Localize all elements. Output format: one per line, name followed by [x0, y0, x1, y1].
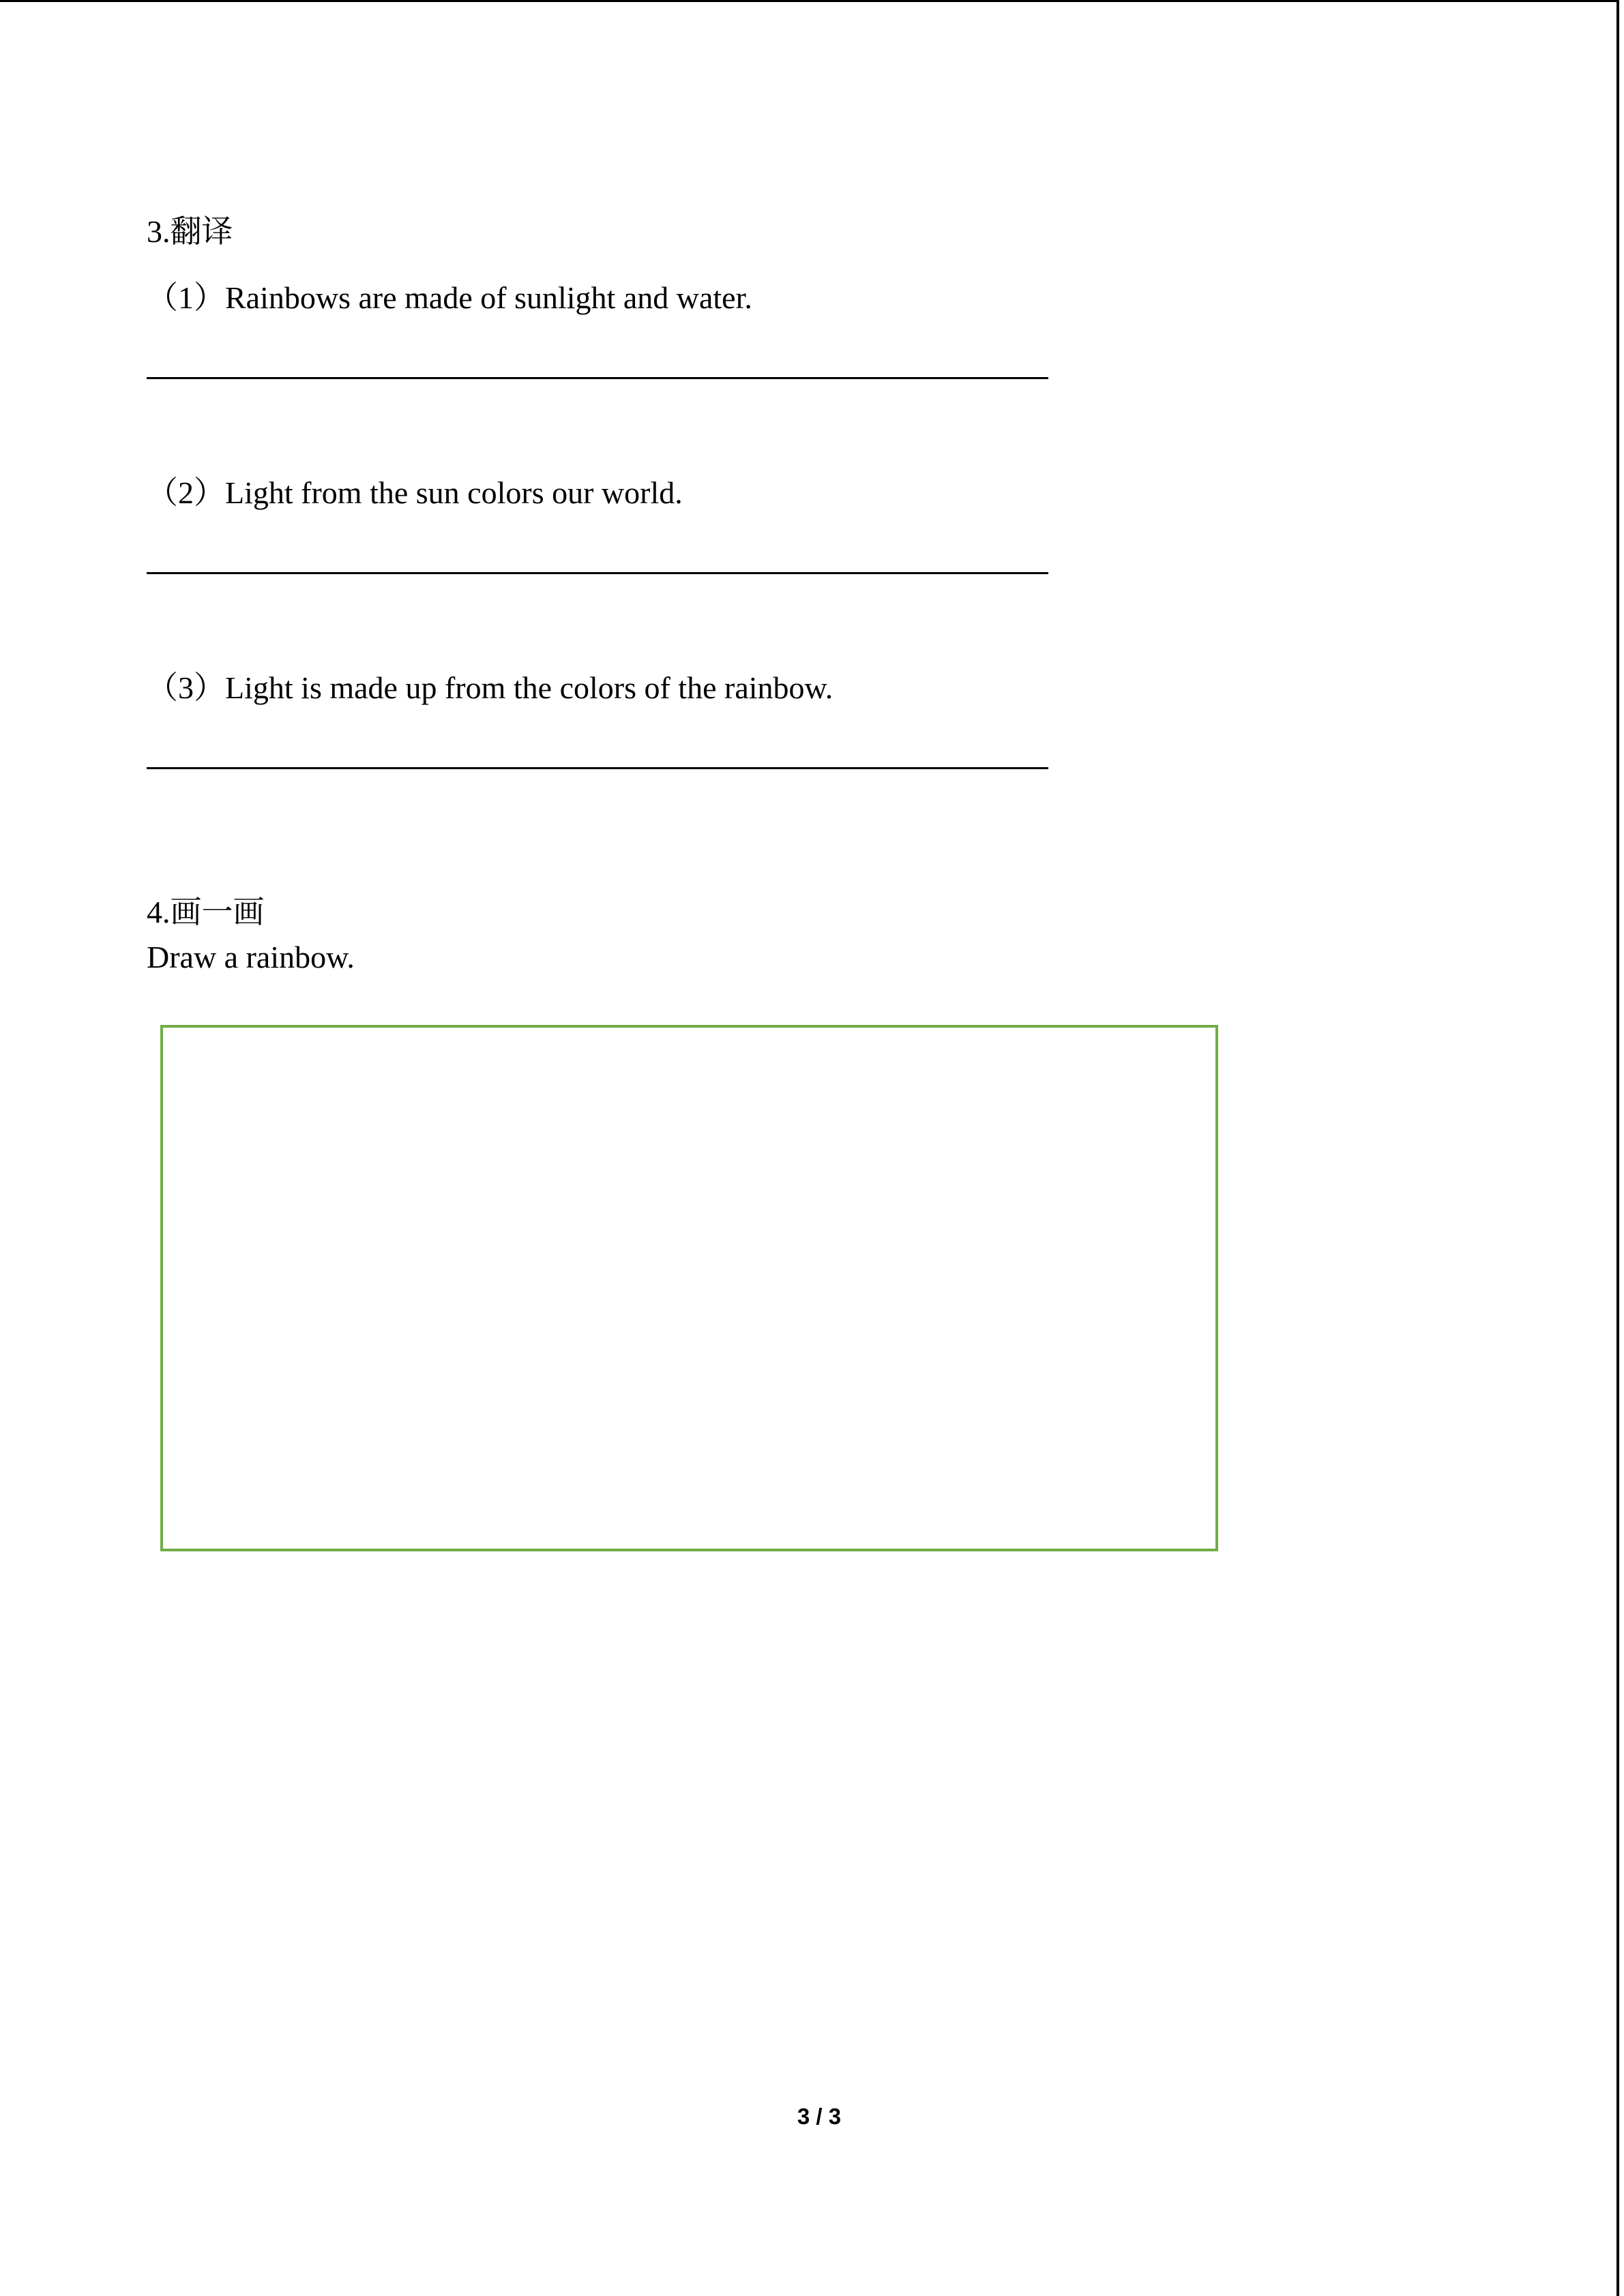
answer-line-3[interactable] — [147, 767, 1048, 769]
item-number: （2） — [147, 475, 225, 510]
item-sentence: Rainbows are made of sunlight and water. — [225, 280, 752, 315]
page-number: 3 / 3 — [797, 2104, 842, 2129]
section-3-heading: 3.翻译 — [147, 214, 233, 249]
drawing-area-box[interactable] — [160, 1025, 1218, 1551]
section-4-heading: 4.画一画 — [147, 895, 265, 929]
translation-item-1 — [147, 282, 752, 314]
translation-item-3 — [147, 672, 833, 704]
answer-line-1[interactable] — [147, 377, 1048, 379]
item-sentence: Light is made up from the colors of the rainbow. — [225, 670, 833, 705]
item-number: （3） — [147, 670, 225, 705]
item-sentence: Light from the sun colors our world. — [225, 475, 683, 510]
answer-line-2[interactable] — [147, 572, 1048, 574]
item-number: （1） — [147, 280, 225, 315]
translation-item-2 — [147, 477, 683, 509]
section-4-instruction: Draw a rainbow. — [147, 940, 355, 974]
